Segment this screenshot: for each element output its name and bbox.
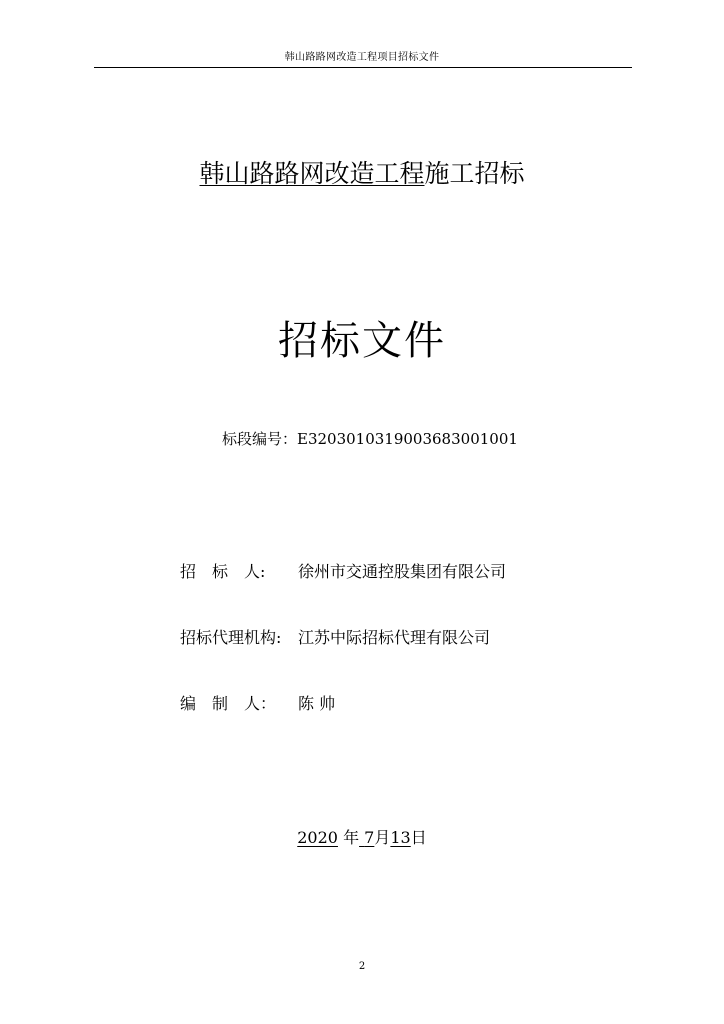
- header-rule: [94, 67, 632, 68]
- tenderer-value: 徐州市交通控股集团有限公司: [298, 562, 507, 581]
- date-month: [359, 828, 374, 847]
- editor-row: [180, 692, 335, 716]
- tenderer-label: 招 标 人:: [180, 562, 266, 581]
- agency-label: 招标代理机构:: [180, 628, 282, 647]
- page-number: 2: [358, 961, 366, 972]
- issue-date: [0, 826, 724, 850]
- section-code: 标段编号：E3203010319003683001001: [222, 430, 518, 448]
- running-header: 韩山路路网改造工程项目招标文件: [284, 52, 440, 63]
- date-day: 13: [390, 828, 411, 847]
- date-day-unit: 日: [410, 828, 427, 847]
- project-title: [0, 158, 724, 190]
- editor-value: 陈 帅: [298, 694, 336, 713]
- agency-value: 江苏中际招标代理有限公司: [298, 628, 491, 647]
- date-month-value: 7: [364, 828, 375, 847]
- editor-label: 编 制 人：: [180, 694, 277, 713]
- tenderer-row: [180, 560, 506, 584]
- date-year: 2020: [297, 828, 338, 847]
- project-title-rest: 施工招标: [424, 159, 525, 188]
- document-title: 招标文件: [278, 318, 446, 364]
- date-month-unit: 月: [374, 828, 391, 847]
- agency-row: [180, 626, 490, 650]
- project-title-underlined: 韩山路路网改造工程: [199, 159, 425, 188]
- date-year-unit: 年: [343, 828, 360, 847]
